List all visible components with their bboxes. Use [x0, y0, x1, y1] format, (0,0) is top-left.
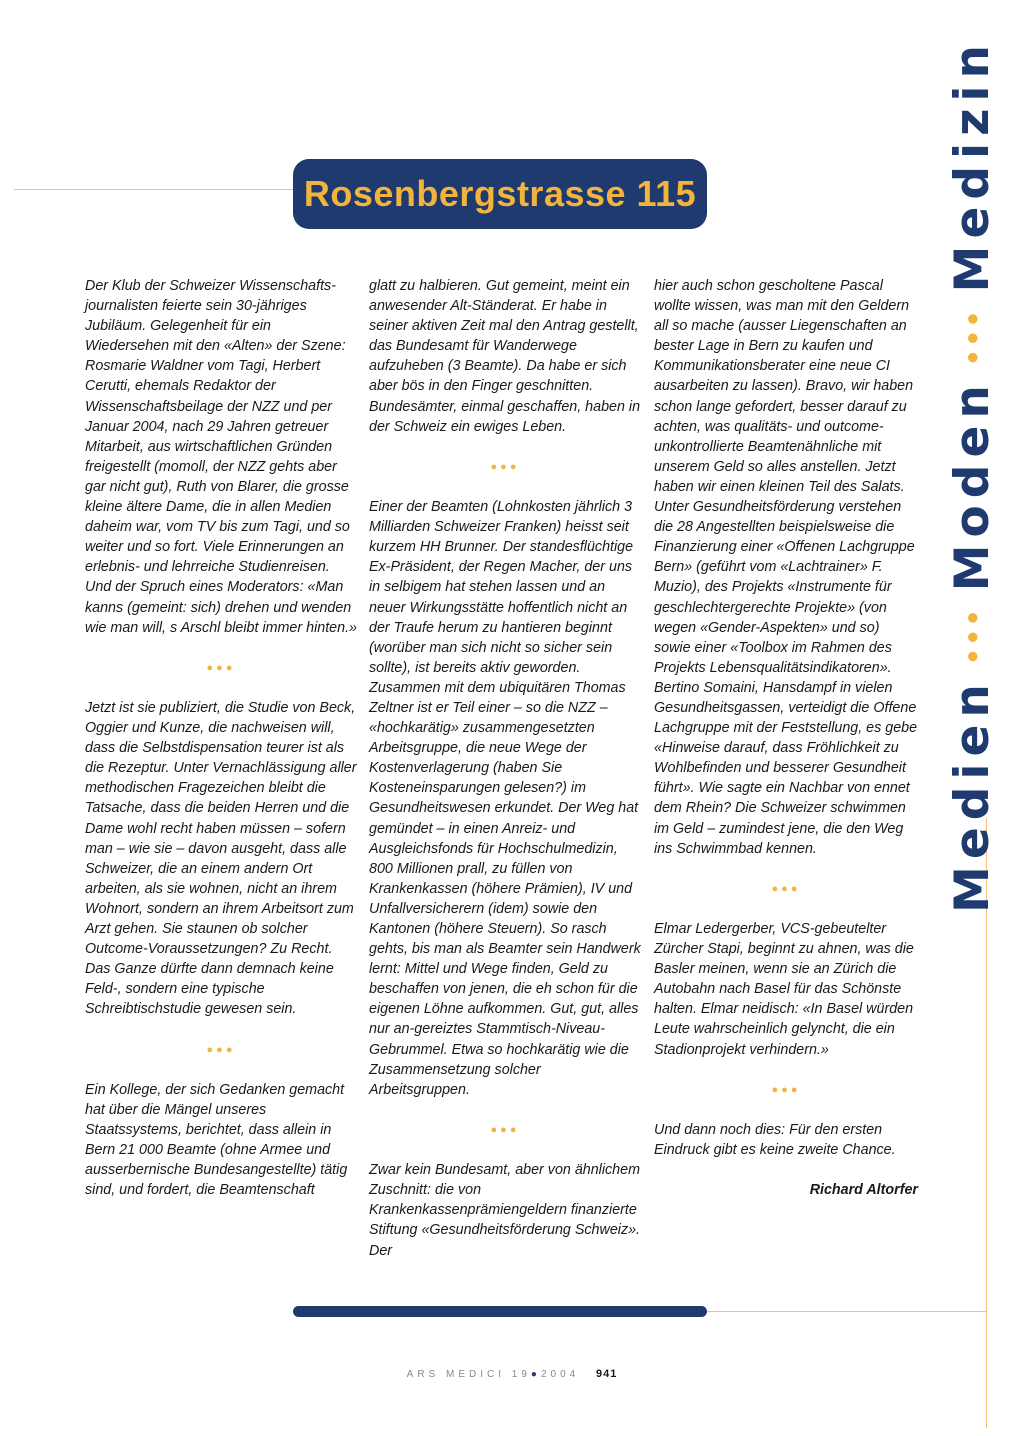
article-column-1 [85, 276, 357, 1220]
paragraph: Jetzt ist sie publiziert, die Studie von Beck, Oggier und Kunze, die nachweisen will, dass die Selbstdispensation teurer ist als die Rezeptur. Unter Vernachlässigung aller methodischen Fragezeichen bleibt die Tatsache, dass die beiden Herren und die Dame wohl recht haben müssen – sofern man – wie sie – davon ausgeht, dass alle Schweizer, die an einem andern Ort arbeiten, als sie wohnen, nicht an ihrem Wohnort, sondern an ihrem Arbeitsort zum Arzt gehen. Sie staunen ob solcher Outcome-Voraussetzungen? Zu Recht. Das Ganze dürfte dann demnach keine Feld-, sondern eine typische Schreibtischstudie gewesen sein. [85, 699, 357, 1018]
article-column-2 [369, 276, 641, 1281]
header-rule-left [14, 189, 294, 190]
separator-dots: ●●● [771, 1083, 801, 1096]
article-column-3 [654, 276, 918, 1200]
section-word-moden: Moden [944, 378, 1000, 592]
separator-dots: ●●● [771, 882, 801, 895]
page-number: 941 [595, 1368, 618, 1380]
section-label [944, 38, 1000, 913]
paragraph: Einer der Beamten (Lohnkosten jährlich 3 Milliarden Schweizer Franken) heisst seit kurzem HH Brunner. Der standesflüchtige Ex-Präsident, der Regen Macher, der uns in selbigem hat stehen lassen und an neuer Wirkungsstätte hoffentlich nicht an der Traufe herum zu hantieren beginnt (worüber man sich nicht so sicher sein sollte), ist bereits aktiv geworden. Zusammen mit dem ubiquitären Thomas Zeltner ist er Teil einer – so die NZZ – «hochkarätig» zusammengesetzten Arbeitsgruppe, die neue Wege der Kostenverlagerung (haben Sie Kosteneinsparungen gelesen?) im Gesundheitswesen erkundet. Der Weg hat gemündet – in einen Anreiz- und Ausgleichsfonds für Hochschulmedizin, 800 Millionen prall, zu füllen von Krankenkassen (höhere Prämien), IV und Unfallversicherern (idem) sowie den Kantonen (höhere Steuern). So rasch gehts, bis man als Beamter sein Handwerk lernt: Mittel und Wege finden, Geld zu beschaffen von jenen, die eh schon für die eigenen Löhne aufkommen. Gut, gut, alles nur an-gereiztes Stammtisch-Niveau-Gebrummel. Etwa so hochkarätig wie die Zusammensetzung solcher Arbeitsgruppen. [369, 499, 641, 1098]
section-dots-2: ●●● [959, 306, 984, 365]
paragraph: Der Klub der Schweizer Wissenschafts-journalisten feierte sein 30-jähriges Jubiläum. Gelegenheit für ein Wiedersehen mit den «Alten» der Szene: Rosmarie Waldner vom Tagi, Herbert Cerutti, ehemals Redaktor der Wissenschaftsbeilage der NZZ und per Januar 2004, nach 29 Jahren getreuer Mitarbeit, aus wirtschaftlichen Gründen freigestellt (momoll, der NZZ gehts aber gar nicht gut), Ruth von Blarer, die grosse kleine ältere Dame, die in allen Medien daheim war, vom TV bis zum Tagi, und so weiter und so fort. Viele Erinnerungen an erlebnis- und lehrreiche Studienreisen. Und der Spruch eines Moderators: «Man kanns (gemeint: sich) drehen und wenden wie man will, s Arschl bleibt immer hinten.» [85, 278, 357, 636]
section-word-medien: Medien [944, 677, 1000, 913]
paragraph: Ein Kollege, der sich Gedanken gemacht hat über die Mängel unseres Staatssystems, berichtet, dass allein in Bern 21 000 Beamte (ohne Armee und ausserbernische Bundesangestellte) tätig sind, und fordert, die Beamtenschaft [85, 1081, 348, 1199]
paragraph: Elmar Ledergerber, VCS-gebeutelter Zürcher Stapi, beginnt zu ahnen, was die Basler meinen, wenn sie an Zürich die Autobahn nach Basel für das Schönste halten. Elmar neidisch: «In Basel würden Leute wahrscheinlich gelyncht, die ein Stadionprojekt verhindern.» [654, 921, 914, 1058]
title-banner [293, 159, 707, 229]
footer-dot-icon: ● [530, 1369, 541, 1380]
separator-dots: ●●● [490, 460, 520, 473]
author-signature: Richard Altorfer [809, 1182, 918, 1199]
section-dots-1: ●●● [959, 605, 984, 664]
separator-dots: ●●● [206, 661, 236, 674]
separator-dots: ●●● [490, 1123, 520, 1136]
paragraph: Zwar kein Bundesamt, aber von ähnlichem Zuschnitt: die von Krankenkassenprämiengeldern finanzierte Stiftung «Gesundheitsförderung Schweiz». Der [369, 1162, 641, 1259]
page-title: Rosenbergstrasse 115 [303, 173, 697, 214]
separator-dots: ●●● [206, 1043, 236, 1056]
section-word-medizin: Medizin [944, 38, 1000, 293]
page-footer [0, 1368, 1024, 1380]
paragraph: glatt zu halbieren. Gut gemeint, meint ein anwesender Alt-Ständerat. Er habe in seiner aktiven Zeit mal den Antrag gestellt, das Bundesamt für Wanderwege aufzuheben (3 Beamte). Da habe er sich aber bös in den Finger geschnitten. Bundesämter, einmal geschaffen, haben in der Schweiz ein ewiges Leben. [369, 278, 641, 435]
journal-year: 2004 [540, 1369, 580, 1380]
paragraph: Und dann noch dies: Für den ersten Eindruck gibt es keine zweite Chance. [654, 1121, 896, 1159]
footer-rule-right [707, 1311, 987, 1312]
footer-bar [293, 1306, 707, 1317]
journal-name: ARS MEDICI 19 [406, 1369, 531, 1380]
paragraph: hier auch schon gescholtene Pascal wollte wissen, was man mit den Geldern all so mache (ausser Liegenschaften an bester Lage in Bern zu kaufen und Kommunikationsberater eine neue CI ausarbeiten zu lassen). Bravo, wir haben schon lange gefordert, besser darauf zu achten, was qualitäts- und outcome-unkontrollierte Beamtenähnliche mit unserem Geld so alles anstellen. Jetzt haben wir einen kleinen Teil des Salats. Unter Gesundheitsförderung verstehen die 28 Angestellten beispielsweise die Finanzierung einer «Offenen Lachgruppe Bern» (geführt vom «Lachtrainer» F. Muzio), des Projekts «Instrumente für geschlechtergerechte Projekte» (von wegen «Gender-Aspekten» und so) sowie einer «Toolbox im Rahmen des Projekts Lebensqualitätsindikatoren». Bertino Somaini, Hansdampf in vielen Gesundheitsgassen, verteidigt die Offene Lachgruppe mit der Feststellung, es gebe «Hinweise darauf, dass Fröhlichkeit zu Wohlbefinden und besserer Gesundheit führt». Wie sagte ein Nachbar von ennet dem Rhein? Die Schweizer schwimmen im Geld – zumindest jene, die den Weg ins Schwimmbad kennen. [654, 278, 918, 857]
